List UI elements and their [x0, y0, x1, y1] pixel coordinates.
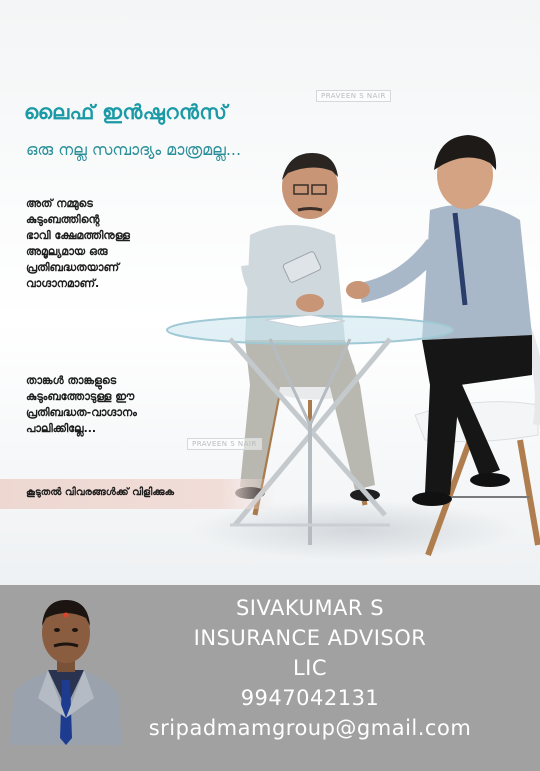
- subhead: ഒരു നല്ല സമ്പാദ്യം മാത്രമല്ല...: [26, 140, 242, 159]
- watermark: PRAVEEN S NAIR: [187, 438, 262, 450]
- cta-text: കൂടുതൽ വിവരങ്ങൾക്ക് വിളിക്കുക: [26, 487, 175, 498]
- advisor-email: sripadmamgroup@gmail.com: [148, 716, 472, 740]
- advisor-company: LIC: [292, 656, 328, 680]
- advisor-details: [130, 593, 490, 743]
- advisor-footer: [0, 585, 540, 771]
- advisor-role: INSURANCE ADVISOR: [193, 626, 427, 650]
- message-paragraph-1: അത് നമ്മുടെ കുടുംബത്തിന്റെ ഭാവി ക്ഷേമത്തിനുള്ള അമൂല്യമായ ഒരു പ്രതിബദ്ധതയാണ് വാഗ്ദാനമാണ്.: [26, 197, 130, 290]
- message-paragraph-2: താങ്കൾ താങ്കളുടെ കുടുംബത്തോടുള്ള ഈ പ്രതിബദ്ധത-വാഗ്ദാനം പാലിക്കില്ലേ...: [26, 374, 137, 435]
- contact-cta-band: [0, 479, 275, 509]
- watermark: PRAVEEN S NAIR: [316, 90, 391, 102]
- advisor-name: SIVAKUMAR S: [235, 596, 385, 620]
- advisor-photo: [8, 588, 124, 745]
- headline: ലൈഫ് ഇൻഷുറൻസ്: [24, 100, 228, 124]
- advisor-phone: 9947042131: [240, 686, 380, 710]
